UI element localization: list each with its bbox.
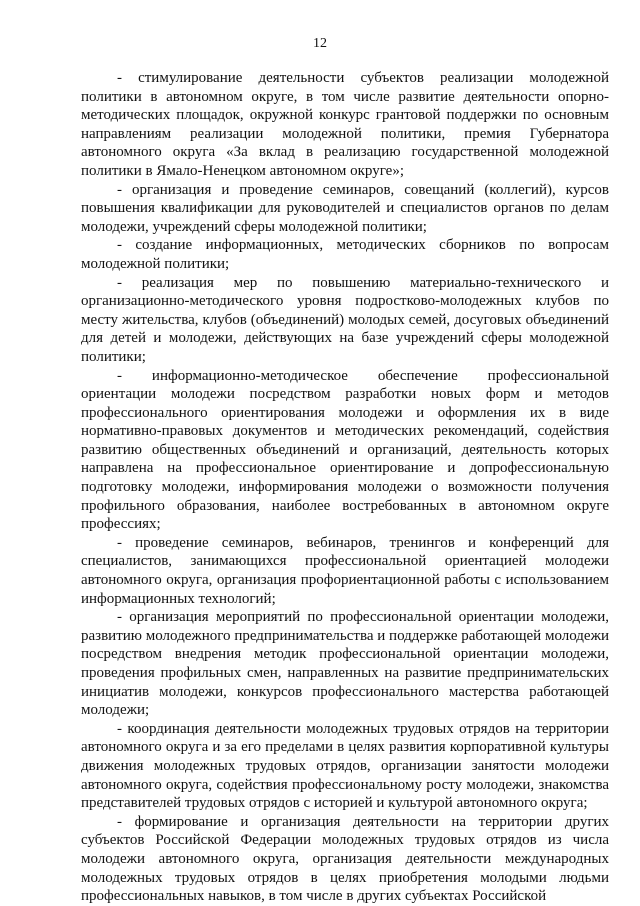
paragraph: - реализация мер по повышению материально-технического и организационно-методического уровня подростково-молодежных клубов по месту жительства, клубов (объединений) молодых семей, досуговых объединений для детей и молодежи, действующих на базе учреждений сферы молодежной политики; xyxy=(81,274,609,365)
paragraph: - создание информационных, методических сборников по вопросам молодежной политики; xyxy=(81,237,609,272)
paragraph: - формирование и организация деятельности на территории других субъектов Российской Федерации молодежных трудовых отрядов из числа молодежи автономного округа, организация деятельности международных молодежных трудовых отрядов в целях приобретения молодыми людьми профессиональных навыков, в том числе в других субъектах Российской xyxy=(81,813,609,905)
paragraph: - организация и проведение семинаров, совещаний (коллегий), курсов повышения квалификации для руководителей и специалистов органов по делам молодежи, учреждений сферы молодежной политики; xyxy=(81,181,609,235)
paragraph: - координация деятельности молодежных трудовых отрядов на территории автономного округа и за его пределами в целях развития корпоративной культуры движения молодежных трудовых отрядов, организации занятости молодежи автономного округа, содействия профессиональному росту молодежи, знакомства представителей трудовых отрядов с историей и культурой автономного округа; xyxy=(81,720,609,812)
paragraph: - стимулирование деятельности субъектов реализации молодежной политики в автономном округе, в том числе развитие деятельности опорно-методических площадок, окружной конкурс грантовой поддержки по основным направлениям реализации молодежной политики, премия Губернатора автономного округа «За вклад в реализацию государственной молодежной политики в Ямало-Ненецком автономном округе»; xyxy=(81,70,609,179)
paragraph: - организация мероприятий по профессиональной ориентации молодежи, развитию молодежного предпринимательства и поддержке работающей молодежи посредством внедрения методик профессиональной ориентации молодежи, проведения профильных смен, направленных на развитие предпринимательских инициатив молодежи, конкурсов профессионального мастерства работающей молодежи; xyxy=(81,609,609,719)
page-body xyxy=(81,69,609,906)
paragraph: - информационно-методическое обеспечение профессиональной ориентации молодежи посредством разработки новых форм и методов профессионального ориентирования молодежи и оформления их в виде нормативно-правовых документов и методических рекомендаций, содействия развитию общественных объединений и организаций, деятельность которых направлена на профессиональное ориентирование и допрофессиональную подготовку молодежи, информирования молодежи о возможности получения профильного образования, наиболее востребованных в автономном округе профессиях; xyxy=(81,367,609,533)
paragraph: - проведение семинаров, вебинаров, тренингов и конференций для специалистов, занимающихся профессиональной ориентацией молодежи автономного округа, организация профориентационной работы с использованием информационных технологий; xyxy=(81,534,609,607)
page-number: 12 xyxy=(313,36,327,51)
